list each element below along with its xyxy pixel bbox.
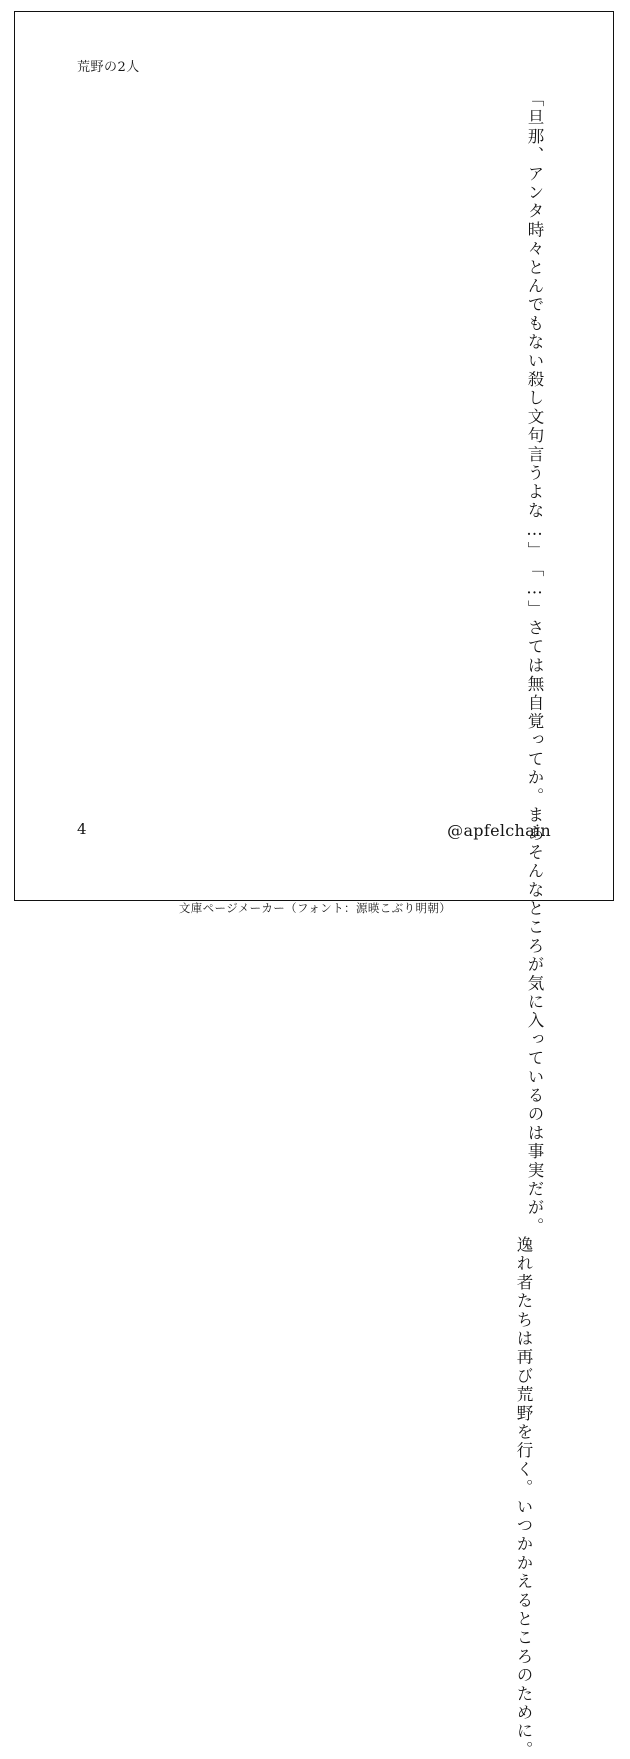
author-handle: @apfelchain [447,821,551,840]
text-line: 「…」 [525,560,544,619]
generator-caption: 文庫ページメーカー（フォント：源暎こぶり明朝） [178,901,452,915]
vertical-text-block [506,90,552,1759]
running-header: 荒野の2人 [77,60,140,75]
text-line: さては無自覚ってか。まあそんなところが気に入っているのは事実だが。 [525,618,544,1236]
page-number: 4 [77,820,87,838]
text-line: 逸れ者たちは再び荒野を行く。いつかかえるところのために。 [514,1235,533,1759]
text-line: 「旦那、アンタ時々とんでもない殺し文句言うよな…」 [525,90,544,560]
